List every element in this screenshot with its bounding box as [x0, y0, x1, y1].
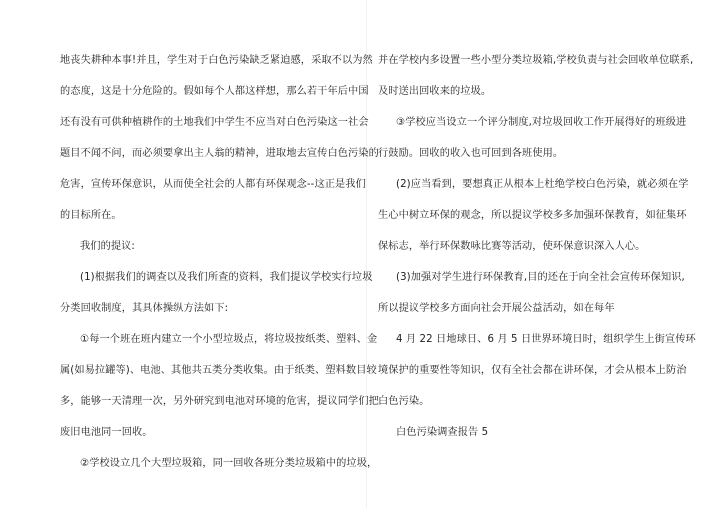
column-divider [366, 0, 367, 508]
paragraph-line: 保标志，举行环保数咏比赛等活动，使环保意识深入人心。 [378, 241, 646, 252]
paragraph-line: 并在学校内多设置一些小型分类垃圾箱,学校负责与社会回收单位联系, [378, 55, 694, 66]
paragraph-line: 分类回收制度，其具体操纵方法如下: [60, 303, 229, 314]
section-title: 白色污染调查报告 5 [396, 427, 489, 438]
paragraph-line: 白色污染。 [378, 396, 430, 407]
paragraph-line: (2)应当看到，要想真正从根本上杜绝学校白色污染，就必须在学 [396, 179, 689, 190]
paragraph-line: 及时送出回收来的垃圾。 [378, 86, 492, 97]
proposal-heading: 我们的提议: [80, 241, 135, 252]
paragraph-line: 4 月 22 日地球日、6 月 5 日世界环境日时，组织学生上街宣传环 [396, 334, 696, 345]
paragraph-line: 行鼓励。回收的收入也可回到各班使用。 [378, 148, 564, 159]
paragraph-line: 的态度，这是十分危险的。假如每个人都这样想，那么若干年后中国 [60, 86, 369, 97]
paragraph-line: 生心中树立环保的观念，所以提议学校多多加强环保教育，如征集环 [378, 210, 687, 221]
paragraph-line: (1)根据我们的调查以及我们所查的资料，我们提议学校实行垃圾 [80, 272, 373, 283]
paragraph-line: (3)加强对学生进行环保教育,目的还在于向全社会宣传环保知识, [396, 272, 685, 283]
paragraph-line: 废旧电池同一回收。 [60, 427, 153, 438]
paragraph-line: 还有没有可供种植耕作的土地我们中学生不应当对白色污染这一社会 [60, 117, 369, 128]
paragraph-line: 地丧失耕种本事!并且，学生对于白色污染缺乏紧迫感，采取不以为然 [60, 55, 373, 66]
paragraph-line: ①每一个班在班内建立一个小型垃圾点，将垃圾按纸类、塑料、金 [80, 334, 378, 345]
paragraph-line: 多，能够一天清理一次，另外研究到电池对环境的危害，提议同学们把 [60, 396, 379, 407]
paragraph-line: ②学校设立几个大型垃圾箱，同一回收各班分类垃圾箱中的垃圾， [80, 458, 378, 469]
paragraph-line: ③学校应当设立一个评分制度,对垃圾回收工作开展得好的班级进 [396, 117, 687, 128]
paragraph-line: 境保护的重要性等知识，仅有全社会都在讲环保，才会从根本上防治 [378, 365, 687, 376]
paragraph-line: 所以提议学校多方面向社会开展公益活动，如在每年 [378, 303, 615, 314]
paragraph-line: 题目不闻不问，而必须要拿出主人翁的精神，进取地去宣传白色污染的 [60, 148, 379, 159]
paragraph-line: 属(如易拉罐等)、电池、其他共五类分类收集。由于纸类、塑料数目较 [60, 365, 377, 376]
paragraph-line: 危害，宣传环保意识，从而使全社会的人都有环保观念--这正是我们 [60, 179, 366, 190]
paragraph-line: 的目标所在。 [60, 210, 122, 221]
